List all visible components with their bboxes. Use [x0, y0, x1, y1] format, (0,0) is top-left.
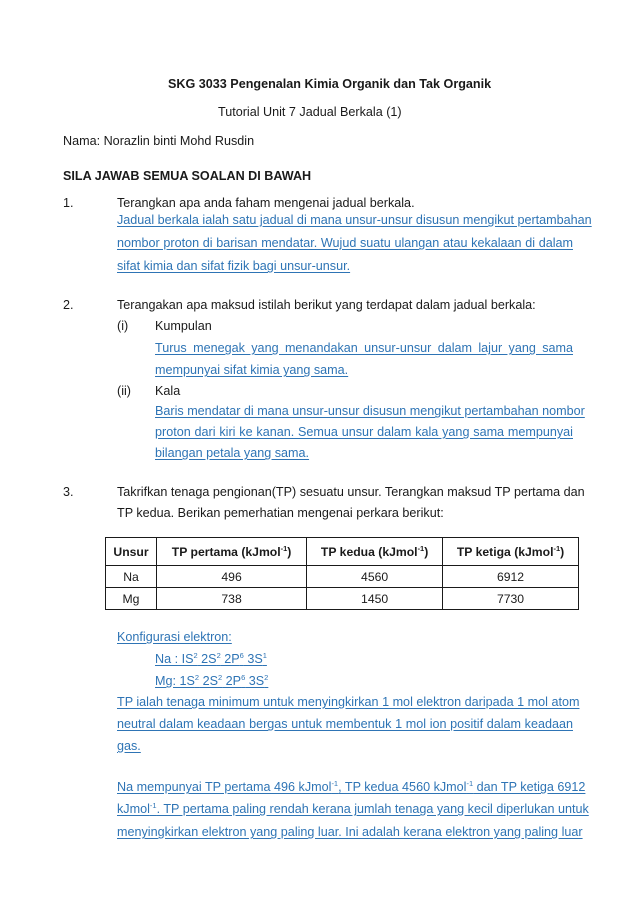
table-row — [106, 588, 579, 610]
table-cell: 7730 — [443, 588, 579, 610]
table-cell: Na — [106, 566, 157, 588]
q2-part-ii-number: (ii) — [117, 384, 131, 398]
config-title: Konfigurasi elektron: — [117, 630, 232, 644]
q2-part-i-answer-line-1: Turus menegak yang menandakan unsur-unsur dalam lajur yang sama — [155, 341, 573, 355]
table-header-cell: TP kedua (kJmol$^{-1}$) — [307, 538, 443, 566]
tp-definition-line-3: gas. — [117, 739, 141, 753]
na-paragraph-line-1: Na mempunyai TP pertama 496 kJmol$^{-1}$, TP kedua 4560 kJmol$^{-1}$ dan TP ketiga 6912 — [117, 779, 586, 794]
tutorial-subtitle: Tutorial Unit 7 Jadual Berkala (1) — [218, 105, 402, 119]
q3-question-line-2: TP kedua. Berikan pemerhatian mengenai perkara berikut: — [117, 506, 444, 520]
na-paragraph-line-2: kJmol$^{-1}$. TP pertama paling rendah kerana jumlah tenaga yang kecil diperlukan untuk — [117, 801, 589, 816]
q2-number: 2. — [63, 298, 74, 312]
tp-definition-line-1: TP ialah tenaga minimum untuk menyingkirkan 1 mol elektron daripada 1 mol atom — [117, 695, 580, 709]
table-cell: Mg — [106, 588, 157, 610]
table-header-row — [106, 538, 579, 566]
table-cell: 6912 — [443, 566, 579, 588]
table-cell: 738 — [157, 588, 307, 610]
config-mg: Mg: $1S^2$ $2S^2$ $2P^6$ $3S^2$ — [155, 673, 269, 688]
q2-part-ii-answer-line-2: proton dari kiri ke kanan. Semua unsur dalam kala yang sama mempunyai — [155, 425, 573, 439]
instruction-heading: SILA JAWAB SEMUA SOALAN DI BAWAH — [63, 169, 312, 183]
ionization-energy-table — [105, 537, 579, 610]
q1-answer-line-1: Jadual berkala ialah satu jadual di mana unsur-unsur disusun mengikut pertambahan — [117, 213, 592, 227]
q2-part-ii-term: Kala — [155, 384, 181, 398]
student-name: Nama: Norazlin binti Mohd Rusdin — [63, 134, 255, 148]
tp-definition-line-2: neutral dalam keadaan bergas untuk membentuk 1 mol ion positif dalam keadaan — [117, 717, 573, 731]
config-na: Na : $IS^2$ $2S^2$ $2P^6$ $3S^1$ — [155, 651, 267, 666]
q1-answer-line-3: sifat kimia dan sifat fizik bagi unsur-unsur. — [117, 259, 351, 273]
q1-answer-line-2: nombor proton di barisan mendatar. Wujud suatu ulangan atau kekalaan di dalam — [117, 236, 573, 250]
q2-part-i-number: (i) — [117, 319, 129, 333]
q3-number: 3. — [63, 485, 74, 499]
table-header-cell: TP pertama (kJmol$^{-1}$) — [157, 538, 307, 566]
table-header-cell: Unsur — [106, 538, 157, 566]
table-cell: 1450 — [307, 588, 443, 610]
table-cell: 496 — [157, 566, 307, 588]
q2-question: Terangakan apa maksud istilah berikut yang terdapat dalam jadual berkala: — [117, 298, 536, 312]
q2-part-ii-answer-line-1: Baris mendatar di mana unsur-unsur disusun mengikut pertambahan nombor — [155, 404, 585, 418]
course-title: SKG 3033 Pengenalan Kimia Organik dan Tak Organik — [168, 77, 492, 91]
table-header-cell: TP ketiga (kJmol$^{-1}$) — [443, 538, 579, 566]
q2-part-i-term: Kumpulan — [155, 319, 212, 333]
table-cell: 4560 — [307, 566, 443, 588]
q1-question: Terangkan apa anda faham mengenai jadual berkala. — [117, 196, 415, 210]
q2-part-i-answer-line-2: mempunyai sifat kimia yang sama. — [155, 363, 349, 377]
q1-number: 1. — [63, 196, 74, 210]
table-row — [106, 566, 579, 588]
q3-question-line-1: Takrifkan tenaga pengionan(TP) sesuatu unsur. Terangkan maksud TP pertama dan — [117, 485, 585, 499]
q2-part-ii-answer-line-3: bilangan petala yang sama. — [155, 446, 310, 460]
na-paragraph-line-3: menyingkirkan elektron yang paling luar. Ini adalah kerana elektron yang paling luar — [117, 825, 583, 839]
